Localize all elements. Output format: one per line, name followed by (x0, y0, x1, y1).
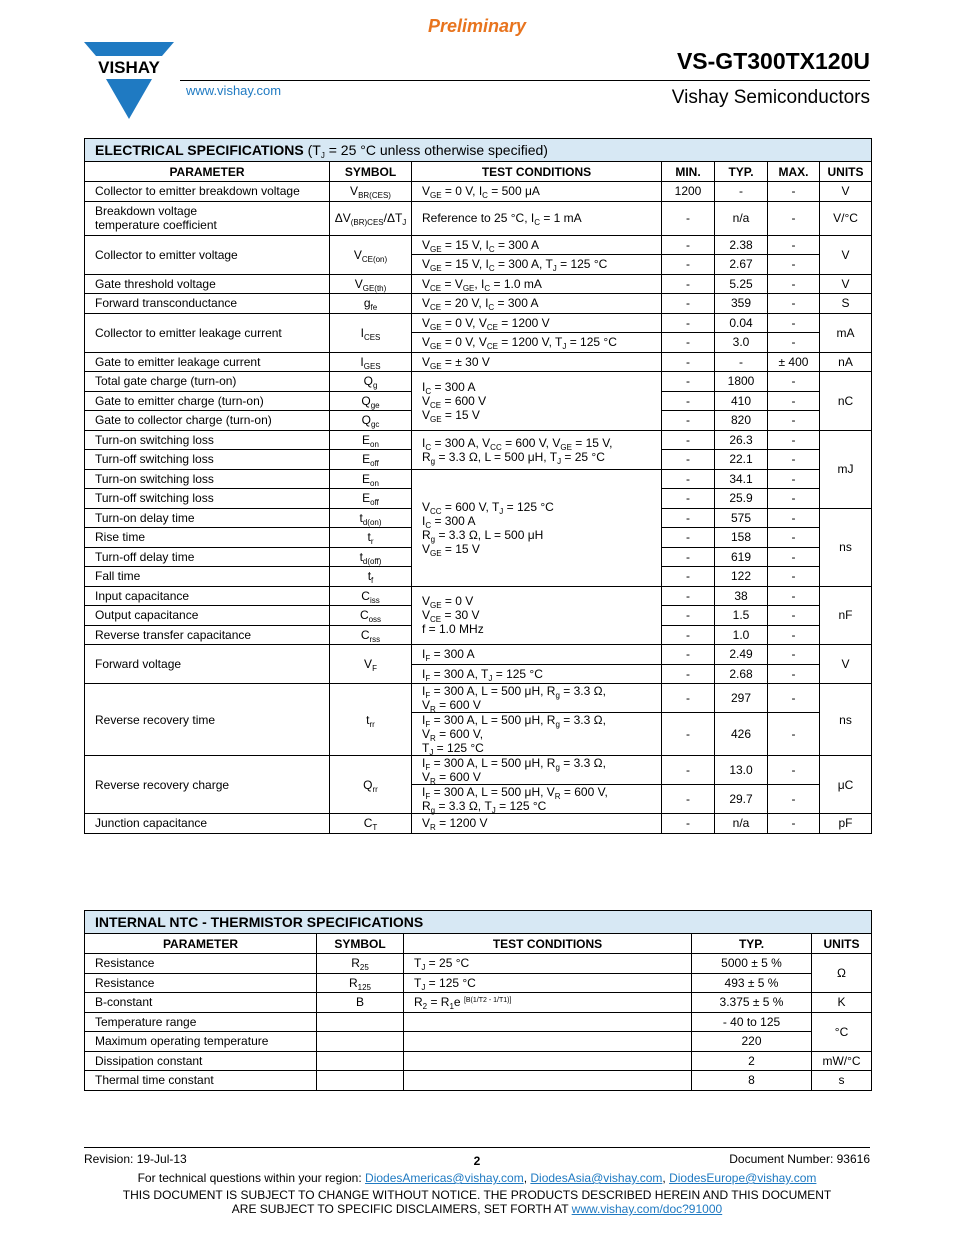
tech-prefix: For technical questions within your region: (137, 1171, 366, 1185)
elec-header-0: PARAMETER (85, 162, 330, 182)
param-cell: Turn-off delay time (85, 547, 330, 567)
revision-date: Revision: 19-Jul-13 (84, 1152, 187, 1166)
typ-cell: 1800 (715, 372, 768, 392)
condition-cell: Reference to 25 °C, $I_C = 1$ mA (412, 201, 662, 235)
table-row (85, 274, 872, 294)
condition-cell: $R_2 = R_1e$ [B(1/T2 - 1/T1)] (404, 993, 692, 1013)
symbol-cell: B (317, 993, 404, 1013)
typ-cell: 2.38 (715, 235, 768, 255)
units-cell: °C (812, 1012, 872, 1051)
condition-cell: $I_C = 300$ A, $V_{CC} = 600$ V, $V_{GE} = 15$ V, $R_g = 3.3$ Ω, L = 500 μH, $T_J = 25$ °C (412, 430, 662, 469)
table-row (85, 430, 872, 450)
units-cell: mW/°C (812, 1051, 872, 1071)
max-cell: - (768, 664, 820, 684)
param-cell: Gate threshold voltage (85, 274, 330, 294)
symbol-cell: $V_{CE(on)}$ (330, 235, 412, 274)
param-cell: Dissipation constant (85, 1051, 317, 1071)
typ-cell: n/a (715, 814, 768, 834)
param-cell: Turn-off switching loss (85, 450, 330, 470)
table-row (85, 814, 872, 834)
condition-cell: $V_{GE} = 0$ V, $V_{CE} = 1200$ V, $T_J = 125$ °C (412, 333, 662, 353)
min-cell: - (662, 255, 715, 275)
typ-cell: 2.49 (715, 645, 768, 665)
max-cell: - (768, 645, 820, 665)
param-cell: Forward transconductance (85, 294, 330, 314)
param-cell: Turn-on delay time (85, 508, 330, 528)
min-cell: - (662, 586, 715, 606)
units-cell: nF (820, 586, 872, 645)
max-cell: - (768, 255, 820, 275)
condition-cell: $V_{CC} = 600$ V, $T_J = 125$ °C $I_C = 300$ A $R_g = 3.3$ Ω, L = 500 μH $V_{GE} = 15$ V (412, 469, 662, 586)
min-cell: - (662, 713, 715, 756)
max-cell: - (768, 469, 820, 489)
min-cell: - (662, 201, 715, 235)
units-cell: mJ (820, 430, 872, 508)
param-cell: Turn-on switching loss (85, 430, 330, 450)
max-cell: - (768, 235, 820, 255)
technical-contact: For technical questions within your region: DiodesAmericas@vishay.com, DiodesAsia@vishay.com, DiodesEurope@vishay.com (137, 1171, 817, 1185)
typ-cell: 22.1 (715, 450, 768, 470)
condition-cell: $V_{CE} = 20$ V, $I_C = 300$ A (412, 294, 662, 314)
elec-header-5: MAX. (768, 162, 820, 182)
symbol-cell: $R_{25}$ (317, 954, 404, 974)
elec-title: ELECTRICAL SPECIFICATIONS ($T_J = 25$ °C unless otherwise specified) (85, 139, 872, 162)
param-cell: Input capacitance (85, 586, 330, 606)
min-cell: - (662, 785, 715, 814)
typ-cell: 38 (715, 586, 768, 606)
elec-header-3: MIN. (662, 162, 715, 182)
table-row (85, 182, 872, 202)
param-cell: Resistance (85, 973, 317, 993)
min-cell: - (662, 352, 715, 372)
units-cell: ns (820, 508, 872, 586)
symbol-cell: $V_{BR(CES)}$ (330, 182, 412, 202)
param-cell: Maximum operating temperature (85, 1032, 317, 1052)
min-cell: - (662, 294, 715, 314)
typ-cell: 3.375 ± 5 % (692, 993, 812, 1013)
min-cell: - (662, 606, 715, 626)
symbol-cell: $t_f$ (330, 567, 412, 587)
ntc-title: INTERNAL NTC - THERMISTOR SPECIFICATIONS (85, 911, 872, 934)
param-cell: Reverse recovery time (85, 684, 330, 756)
symbol-cell: $C_{oss}$ (330, 606, 412, 626)
condition-cell: $I_F = 300$ A, L = 500 μH, $R_g = 3.3$ Ω, $V_R = 600$ V (412, 756, 662, 785)
units-cell: ns (820, 684, 872, 756)
symbol-cell: $Q_{rr}$ (330, 756, 412, 814)
max-cell: - (768, 814, 820, 834)
table-row (85, 645, 872, 665)
min-cell: - (662, 391, 715, 411)
ntc-header-0: PARAMETER (85, 934, 317, 954)
symbol-cell: $E_{on}$ (330, 430, 412, 450)
typ-cell: 25.9 (715, 489, 768, 509)
min-cell: - (662, 567, 715, 587)
typ-cell: 493 ± 5 % (692, 973, 812, 993)
min-cell: - (662, 411, 715, 431)
max-cell: - (768, 625, 820, 645)
units-cell: V (820, 645, 872, 684)
condition-cell (404, 1032, 692, 1052)
condition-cell: $V_R = 1200$ V (412, 814, 662, 834)
typ-cell: 29.7 (715, 785, 768, 814)
symbol-cell: $t_r$ (330, 528, 412, 548)
email-europe[interactable]: DiodesEurope@vishay.com (669, 1171, 817, 1185)
typ-cell: 3.0 (715, 333, 768, 353)
elec-header-4: TYP. (715, 162, 768, 182)
elec-header-1: SYMBOL (330, 162, 412, 182)
param-cell: Breakdown voltage temperature coefficient (85, 201, 330, 235)
typ-cell: 2.67 (715, 255, 768, 275)
ntc-header-4: UNITS (812, 934, 872, 954)
min-cell: - (662, 313, 715, 333)
table-row (85, 1071, 872, 1091)
document-number: Document Number: 93616 (729, 1152, 870, 1166)
param-cell: Collector to emitter breakdown voltage (85, 182, 330, 202)
symbol-cell: $C_{iss}$ (330, 586, 412, 606)
min-cell: - (662, 235, 715, 255)
units-cell: V (820, 274, 872, 294)
typ-cell: - (715, 182, 768, 202)
param-cell: Collector to emitter leakage current (85, 313, 330, 352)
param-cell: Collector to emitter voltage (85, 235, 330, 274)
ntc-header-row (85, 934, 872, 954)
symbol-cell (317, 1012, 404, 1032)
condition-cell: $V_{GE} = 0$ V, $I_C = 500$ μA (412, 182, 662, 202)
ntc-header-3: TYP. (692, 934, 812, 954)
table-row (85, 973, 872, 993)
table-row (85, 372, 872, 392)
min-cell: - (662, 528, 715, 548)
param-cell: Thermal time constant (85, 1071, 317, 1091)
units-cell: S (820, 294, 872, 314)
typ-cell: 13.0 (715, 756, 768, 785)
typ-cell: 5.25 (715, 274, 768, 294)
typ-cell: 0.04 (715, 313, 768, 333)
elec-header-2: TEST CONDITIONS (412, 162, 662, 182)
elec-header-6: UNITS (820, 162, 872, 182)
max-cell: - (768, 182, 820, 202)
disclaimer (0, 1188, 954, 1216)
page-number: 2 (473, 1154, 481, 1168)
max-cell: - (768, 489, 820, 509)
param-cell: Turn-off switching loss (85, 489, 330, 509)
table-row (85, 586, 872, 606)
typ-cell: 426 (715, 713, 768, 756)
max-cell: - (768, 372, 820, 392)
symbol-cell (317, 1032, 404, 1052)
symbol-cell: $E_{off}$ (330, 450, 412, 470)
symbol-cell: $I_{GES}$ (330, 352, 412, 372)
max-cell: - (768, 586, 820, 606)
typ-cell: 359 (715, 294, 768, 314)
symbol-cell: $E_{on}$ (330, 469, 412, 489)
max-cell: - (768, 756, 820, 785)
max-cell: ± 400 (768, 352, 820, 372)
units-cell: Ω (812, 954, 872, 993)
logo-text: VISHAY (98, 58, 160, 77)
param-cell: Output capacitance (85, 606, 330, 626)
typ-cell: 5000 ± 5 % (692, 954, 812, 974)
min-cell: - (662, 274, 715, 294)
table-row (85, 954, 872, 974)
typ-cell: 575 (715, 508, 768, 528)
symbol-cell: $R_{125}$ (317, 973, 404, 993)
symbol-cell: $V_F$ (330, 645, 412, 684)
symbol-cell (317, 1071, 404, 1091)
min-cell: - (662, 684, 715, 713)
table-row (85, 1012, 872, 1032)
ntc-header-2: TEST CONDITIONS (404, 934, 692, 954)
units-cell: mA (820, 313, 872, 352)
max-cell: - (768, 313, 820, 333)
max-cell: - (768, 713, 820, 756)
typ-cell: 619 (715, 547, 768, 567)
param-cell: Gate to emitter leakage current (85, 352, 330, 372)
table-row (85, 1032, 872, 1052)
typ-cell: 2 (692, 1051, 812, 1071)
min-cell: - (662, 450, 715, 470)
disclaimer-link[interactable]: www.vishay.com/doc?91000 (571, 1202, 723, 1216)
typ-cell: n/a (715, 201, 768, 235)
symbol-cell: $Q_{gc}$ (330, 411, 412, 431)
max-cell: - (768, 785, 820, 814)
condition-cell: $I_F = 300$ A, L = 500 μH, $R_g = 3.3$ Ω, $V_R = 600$ V, $T_J = 125$ °C (412, 713, 662, 756)
max-cell: - (768, 274, 820, 294)
units-cell: V/°C (820, 201, 872, 235)
email-asia[interactable]: DiodesAsia@vishay.com (530, 1171, 663, 1185)
condition-cell: $I_F = 300$ A, L = 500 μH, $V_R = 600$ V, $R_g = 3.3$ Ω, $T_J = 125$ °C (412, 785, 662, 814)
symbol-cell: $t_{rr}$ (330, 684, 412, 756)
typ-cell: 297 (715, 684, 768, 713)
param-cell: Turn-on switching loss (85, 469, 330, 489)
table-row (85, 993, 872, 1013)
units-cell: V (820, 235, 872, 274)
min-cell: - (662, 333, 715, 353)
max-cell: - (768, 201, 820, 235)
min-cell: - (662, 508, 715, 528)
part-number: VS-GT300TX120U (676, 48, 870, 74)
condition-cell: $V_{GE}$ = ± 30 V (412, 352, 662, 372)
typ-cell: - 40 to 125 (692, 1012, 812, 1032)
max-cell: - (768, 411, 820, 431)
symbol-cell: $I_{CES}$ (330, 313, 412, 352)
elec-title-row (85, 139, 872, 162)
table-row (85, 201, 872, 235)
typ-cell: 26.3 (715, 430, 768, 450)
disclaimer-line-2: ARE SUBJECT TO SPECIFIC DISCLAIMERS, SET FORTH AT www.vishay.com/doc?91000 (231, 1202, 723, 1216)
param-cell: Resistance (85, 954, 317, 974)
typ-cell: 158 (715, 528, 768, 548)
table-row (85, 235, 872, 255)
disclaimer-line-1: THIS DOCUMENT IS SUBJECT TO CHANGE WITHOUT NOTICE. THE PRODUCTS DESCRIBED HEREIN AND THIS DOCUMENT (122, 1188, 832, 1202)
symbol-cell: $C_{rss}$ (330, 625, 412, 645)
max-cell: - (768, 333, 820, 353)
table-row (85, 756, 872, 785)
min-cell: - (662, 547, 715, 567)
condition-cell: $V_{GE} = 0$ V, $V_{CE} = 1200$ V (412, 313, 662, 333)
min-cell: - (662, 756, 715, 785)
condition-cell (404, 1012, 692, 1032)
symbol-cell: $t_{d(off)}$ (330, 547, 412, 567)
table-row (85, 352, 872, 372)
min-cell: - (662, 814, 715, 834)
typ-cell: 1.0 (715, 625, 768, 645)
units-cell: pF (820, 814, 872, 834)
units-cell: nA (820, 352, 872, 372)
param-cell: Gate to emitter charge (turn-on) (85, 391, 330, 411)
table-row (85, 469, 872, 489)
min-cell: - (662, 372, 715, 392)
max-cell: - (768, 547, 820, 567)
param-cell: Forward voltage (85, 645, 330, 684)
symbol-cell: $C_T$ (330, 814, 412, 834)
condition-cell: $I_F = 300$ A, $T_J = 125$ °C (412, 664, 662, 684)
max-cell: - (768, 391, 820, 411)
typ-cell: 34.1 (715, 469, 768, 489)
units-cell: nC (820, 372, 872, 431)
condition-cell: $T_J = 125$ °C (404, 973, 692, 993)
symbol-cell: $Q_{ge}$ (330, 391, 412, 411)
condition-cell: $I_F = 300$ A, L = 500 μH, $R_g = 3.3$ Ω, $V_R = 600$ V (412, 684, 662, 713)
units-cell: V (820, 182, 872, 202)
max-cell: - (768, 684, 820, 713)
param-cell: Gate to collector charge (turn-on) (85, 411, 330, 431)
units-cell: s (812, 1071, 872, 1091)
typ-cell: 820 (715, 411, 768, 431)
electrical-specifications-table (84, 138, 872, 834)
symbol-cell: $g_{fe}$ (330, 294, 412, 314)
min-cell: - (662, 645, 715, 665)
company-name: Vishay Semiconductors (671, 87, 870, 108)
condition-cell: $I_C = 300$ A $V_{CE} = 600$ V $V_{GE} = 15$ V (412, 372, 662, 431)
ntc-thermistor-table (84, 910, 872, 1091)
max-cell: - (768, 606, 820, 626)
param-cell: Temperature range (85, 1012, 317, 1032)
ntc-title-row (85, 911, 872, 934)
typ-cell: - (715, 352, 768, 372)
typ-cell: 2.68 (715, 664, 768, 684)
min-cell: - (662, 625, 715, 645)
symbol-cell: $t_{d(on)}$ (330, 508, 412, 528)
symbol-cell (317, 1051, 404, 1071)
units-cell: K (812, 993, 872, 1013)
ntc-header-1: SYMBOL (317, 934, 404, 954)
condition-cell (404, 1051, 692, 1071)
symbol-cell: $Q_g$ (330, 372, 412, 392)
typ-cell: 410 (715, 391, 768, 411)
footer-rule (84, 1147, 870, 1148)
condition-cell: $T_J = 25$ °C (404, 954, 692, 974)
param-cell: Rise time (85, 528, 330, 548)
condition-cell: $V_{GE} = 0$ V $V_{CE} = 30$ V f = 1.0 MHz (412, 586, 662, 645)
param-cell: B-constant (85, 993, 317, 1013)
condition-cell: $V_{GE} = 15$ V, $I_C = 300$ A, $T_J = 125$ °C (412, 255, 662, 275)
min-cell: 1200 (662, 182, 715, 202)
elec-header-row (85, 162, 872, 182)
condition-cell: $I_F = 300$ A (412, 645, 662, 665)
condition-cell: $V_{CE} = V_{GE}$, $I_C = 1.0$ mA (412, 274, 662, 294)
param-cell: Reverse recovery charge (85, 756, 330, 814)
param-cell: Total gate charge (turn-on) (85, 372, 330, 392)
typ-cell: 1.5 (715, 606, 768, 626)
condition-cell: $V_{GE} = 15$ V, $I_C = 300$ A (412, 235, 662, 255)
preliminary-label: Preliminary (427, 16, 527, 36)
min-cell: - (662, 469, 715, 489)
vishay-logo (82, 42, 176, 120)
typ-cell: 122 (715, 567, 768, 587)
max-cell: - (768, 528, 820, 548)
min-cell: - (662, 489, 715, 509)
table-row (85, 1051, 872, 1071)
website-link[interactable]: www.vishay.com (186, 83, 282, 98)
table-row (85, 313, 872, 333)
min-cell: - (662, 430, 715, 450)
symbol-cell: $E_{off}$ (330, 489, 412, 509)
header-rule (180, 80, 870, 81)
email-americas[interactable]: DiodesAmericas@vishay.com (365, 1171, 524, 1185)
max-cell: - (768, 450, 820, 470)
min-cell: - (662, 664, 715, 684)
param-cell: Junction capacitance (85, 814, 330, 834)
max-cell: - (768, 294, 820, 314)
max-cell: - (768, 508, 820, 528)
max-cell: - (768, 567, 820, 587)
typ-cell: 220 (692, 1032, 812, 1052)
symbol-cell: $\Delta V_{(BR)CES}/\Delta T_J$ (330, 201, 412, 235)
typ-cell: 8 (692, 1071, 812, 1091)
condition-cell (404, 1071, 692, 1091)
param-cell: Fall time (85, 567, 330, 587)
units-cell: μC (820, 756, 872, 814)
table-row (85, 294, 872, 314)
max-cell: - (768, 430, 820, 450)
symbol-cell: $V_{GE(th)}$ (330, 274, 412, 294)
param-cell: Reverse transfer capacitance (85, 625, 330, 645)
table-row (85, 684, 872, 713)
